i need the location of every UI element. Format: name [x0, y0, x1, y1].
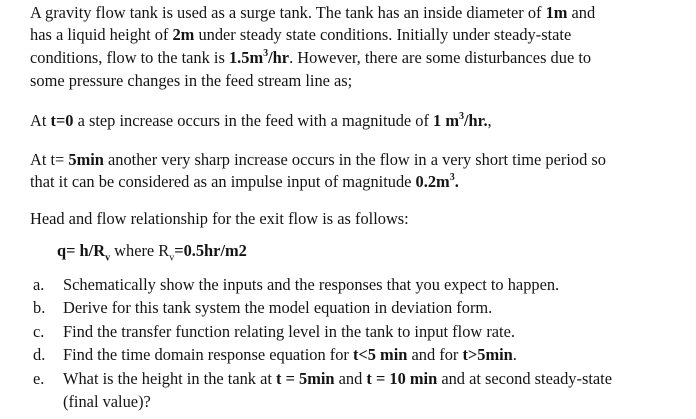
time-condition: t = 10 min	[366, 369, 438, 388]
question-text	[63, 345, 517, 365]
intro-text: some pressure changes in the feed stream line as;	[30, 71, 353, 90]
intro-text: . However, there are some disturbances due to	[289, 48, 592, 67]
equation-subscript: v	[105, 252, 111, 264]
impulse-text: At t=	[30, 150, 69, 169]
intro-line-1	[30, 3, 595, 23]
question-text: Derive for this tank system the model equation in deviation form.	[63, 298, 493, 317]
step-text: At	[30, 111, 51, 130]
relation-line	[30, 209, 409, 229]
step-magnitude-exponent: 3	[459, 110, 464, 122]
step-text: ,	[487, 111, 492, 130]
step-time: t=0	[50, 111, 74, 130]
question-text-part: Find the time domain response equation for	[63, 345, 353, 364]
impulse-magnitude-exponent: 3	[449, 171, 455, 183]
equation-part: where R	[110, 241, 170, 260]
impulse-text: .	[454, 172, 459, 191]
question-text-part: and at second steady-state	[437, 369, 613, 388]
step-text: a step increase occurs in the feed with a magnitude of	[73, 111, 434, 130]
relation-text: Head and flow relationship for the exit flow is as follows:	[30, 209, 409, 228]
liquid-height: 2m	[172, 25, 195, 44]
question-text	[63, 369, 612, 389]
impulse-text: another very sharp increase occurs in the flow in a very short time period so	[103, 150, 606, 169]
question-text-part: .	[512, 345, 517, 364]
intro-line-4	[30, 71, 352, 91]
intro-text: A gravity flow tank is used as a surge tank. The tank has an inside diameter of	[30, 3, 546, 22]
step-magnitude	[433, 111, 488, 130]
question-label: c.	[33, 322, 45, 341]
initial-flow-value: 1.5m	[228, 48, 264, 67]
question-label: b.	[33, 298, 46, 317]
exit-flow-equation	[57, 241, 111, 264]
intro-text: and	[567, 3, 596, 22]
impulse-time: 5min	[68, 150, 104, 169]
intro-text: has a liquid height of	[30, 25, 173, 44]
initial-flow	[229, 48, 289, 67]
impulse-line-1	[30, 150, 606, 170]
question-text: Schematically show the inputs and the responses that you expect to happen.	[63, 275, 560, 294]
equation-line	[57, 241, 247, 264]
initial-flow-exponent: 3	[263, 47, 269, 59]
question-label: d.	[33, 345, 46, 364]
impulse-magnitude	[416, 172, 459, 191]
step-magnitude-value: 1 m	[433, 111, 459, 130]
time-condition: t<5 min	[352, 345, 408, 364]
intro-text: conditions, flow to the tank is	[30, 48, 229, 67]
equation-part: q= h/R	[57, 241, 106, 260]
time-condition: t = 5min	[276, 369, 335, 388]
question-text-part: What is the height in the tank at	[63, 369, 277, 388]
equation-subscript: v	[169, 252, 175, 264]
question-text-continuation: (final value)?	[63, 392, 151, 411]
step-input-line	[30, 111, 492, 131]
impulse-magnitude-value: 0.2m	[415, 172, 450, 191]
impulse-line-2	[30, 172, 459, 192]
question-text-part: and	[334, 369, 367, 388]
question-label: a.	[33, 275, 45, 294]
intro-line-3	[30, 48, 591, 68]
question-text-part: and for	[407, 345, 463, 364]
tank-diameter: 1m	[545, 3, 568, 22]
intro-text: under steady state conditions. Initially under steady-state	[194, 25, 572, 44]
time-condition: t>5min	[462, 345, 513, 364]
step-magnitude-unit: /hr.	[464, 111, 488, 130]
question-label: e.	[33, 369, 45, 388]
impulse-text: that it can be considered as an impulse input of magnitude	[30, 172, 416, 191]
initial-flow-unit: /hr	[268, 48, 290, 67]
resistance-value: =0.5hr/m2	[174, 241, 247, 260]
intro-line-2	[30, 25, 571, 45]
question-text: Find the transfer function relating level in the tank to input flow rate.	[63, 322, 515, 341]
